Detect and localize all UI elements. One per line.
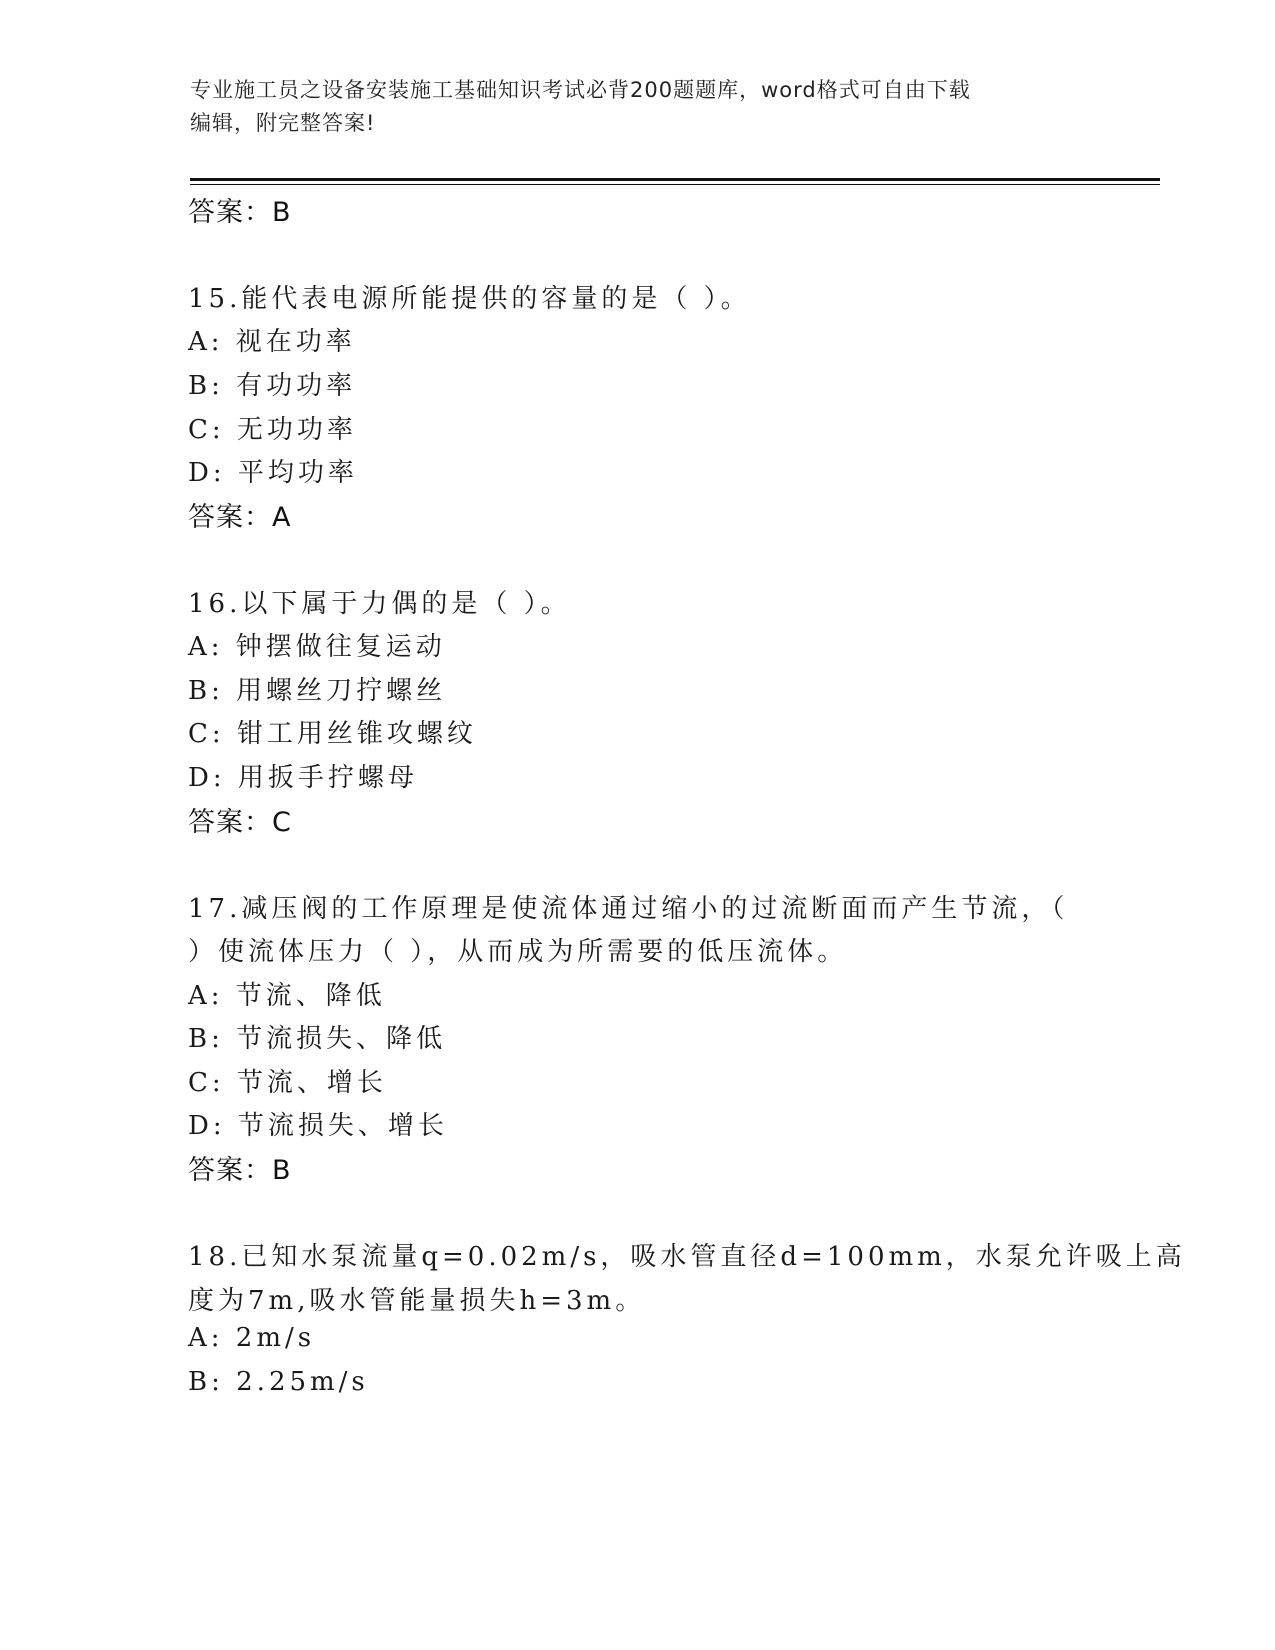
option-d: D: 用扳手拧螺母 [188,763,418,793]
header-line-2: 编辑，附完整答案! [190,111,376,135]
option-a: A: 视在功率 [188,327,356,357]
answer-label: 答案：C [188,807,292,838]
answer-label: 答案：B [188,197,292,228]
question-stem: 16.以下属于力偶的是（ ）。 [188,589,571,619]
option-b: B: 2.25m/s [188,1367,369,1397]
option-d: D: 节流损失、增长 [188,1111,448,1141]
header-rule-thick [190,178,1160,181]
option-a: A: 钟摆做往复运动 [188,632,446,662]
option-a: A: 2m/s [188,1323,316,1353]
question-stem-continued: ）使流体压力（ ），从而成为所需要的低压流体。 [188,937,848,967]
answer-label: 答案：B [188,1155,292,1186]
option-a: A: 节流、降低 [188,981,386,1011]
header-rule-thin [190,184,1160,185]
header-line-1: 专业施工员之设备安装施工基础知识考试必背200题题库，word格式可自由下载 [190,78,971,102]
option-c: C: 无功功率 [188,415,357,445]
option-b: B: 用螺丝刀拧螺丝 [188,676,447,706]
option-d: D: 平均功率 [188,458,358,488]
option-b: B: 有功功率 [188,371,357,401]
page-header [190,74,1090,140]
question-stem: 17.减压阀的工作原理是使流体通过缩小的过流断面而产生节流，（ [188,894,1069,924]
question-stem: 15.能代表电源所能提供的容量的是（ ）。 [188,284,751,314]
question-stem-continued: 度为7m,吸水管能量损失h=3m。 [188,1286,646,1316]
option-c: C: 节流、增长 [188,1068,387,1098]
option-c: C: 钳工用丝锥攻螺纹 [188,719,477,749]
question-stem: 18.已知水泵流量q=0.02m/s，吸水管直径d=100mm，水泵允许吸上高 [188,1242,1186,1272]
option-b: B: 节流损失、降低 [188,1024,447,1054]
answer-label: 答案：A [188,502,292,533]
